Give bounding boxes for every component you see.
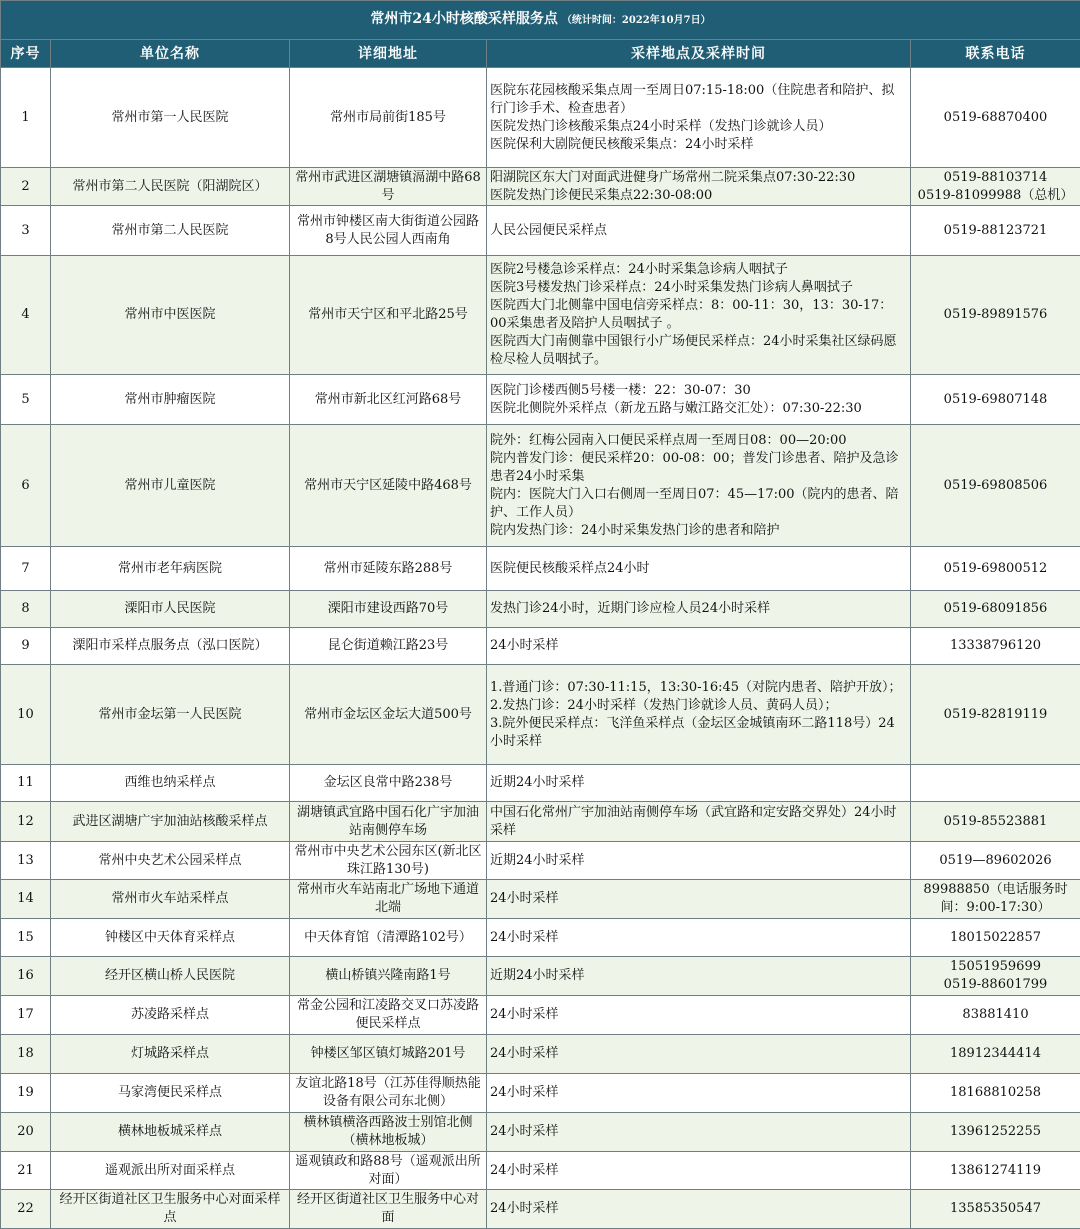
phone-number: 18168810258 (914, 1084, 1077, 1102)
table-row (1, 802, 1080, 842)
table-row (1, 880, 1080, 919)
row-index: 11 (1, 765, 51, 802)
address: 常州市中央艺术公园东区(新北区珠江路130号) (290, 842, 487, 880)
row-index: 4 (1, 256, 51, 375)
address: 横林镇横洛西路波士别馆北侧（横林地板城） (290, 1113, 487, 1152)
phone (911, 802, 1080, 842)
sampling-time (487, 628, 911, 665)
phone (911, 842, 1080, 880)
sampling-time-line: 24小时采样 (490, 1006, 907, 1024)
sampling-time-line: 近期24小时采样 (490, 967, 907, 985)
phone (911, 996, 1080, 1035)
phone-number: 18912344414 (914, 1045, 1077, 1063)
phone (911, 375, 1080, 425)
phone-number: 0519—89602026 (914, 852, 1077, 870)
sampling-time (487, 206, 911, 256)
phone-number: 0519-89891576 (914, 306, 1077, 324)
header-unit-name: 单位名称 (51, 40, 290, 68)
unit-name: 常州市第二人民医院（阳湖院区） (51, 168, 290, 206)
phone (911, 591, 1080, 628)
address: 横山桥镇兴隆南路1号 (290, 957, 487, 996)
table-row (1, 591, 1080, 628)
sampling-time (487, 256, 911, 375)
sampling-time-line: 医院东花园核酸采集点周一至周日07:15-18:00（住院患者和陪护、拟行门诊手术、检查患者） (490, 82, 907, 118)
table-row (1, 957, 1080, 996)
sampling-time-line: 医院西大门北侧靠中国电信旁采样点：8：00-11：30，13：30-17：00采集患者及陪护人员咽拭子 。 (490, 297, 907, 333)
phone-number: 0519-81099988（总机） (914, 187, 1077, 205)
phone (911, 425, 1080, 547)
unit-name: 常州市第一人民医院 (51, 68, 290, 168)
sampling-time (487, 168, 911, 206)
table-row (1, 425, 1080, 547)
phone-number: 83881410 (914, 1006, 1077, 1024)
phone (911, 1152, 1080, 1190)
phone (911, 168, 1080, 206)
sampling-time (487, 1035, 911, 1074)
sampling-time (487, 591, 911, 628)
address: 经开区街道社区卫生服务中心对面 (290, 1190, 487, 1229)
header-sampling-time: 采样地点及采样时间 (487, 40, 911, 68)
phone (911, 628, 1080, 665)
table-row (1, 1113, 1080, 1152)
phone (911, 765, 1080, 802)
sampling-time (487, 880, 911, 919)
address: 常州市钟楼区南大街街道公园路8号人民公园人西南角 (290, 206, 487, 256)
row-index: 2 (1, 168, 51, 206)
sampling-time (487, 68, 911, 168)
unit-name: 常州市老年病医院 (51, 547, 290, 591)
phone-number: 0519-85523881 (914, 813, 1077, 831)
sampling-time-line: 24小时采样 (490, 1045, 907, 1063)
phone (911, 256, 1080, 375)
sampling-time-line: 近期24小时采样 (490, 774, 907, 792)
sampling-time-line: 医院发热门诊便民采集点22:30-08:00 (490, 187, 907, 205)
sampling-time-line: 2.发热门诊：24小时采样（发热门诊就诊人员、黄码人员）； (490, 697, 907, 715)
unit-name: 横林地板城采样点 (51, 1113, 290, 1152)
sampling-time-line: 24小时采样 (490, 1162, 907, 1180)
unit-name: 常州市火车站采样点 (51, 880, 290, 919)
row-index: 13 (1, 842, 51, 880)
table-row (1, 842, 1080, 880)
phone (911, 68, 1080, 168)
phone-number: 0519-69807148 (914, 391, 1077, 409)
table-row (1, 765, 1080, 802)
table-row (1, 996, 1080, 1035)
row-index: 1 (1, 68, 51, 168)
address: 常州市火车站南北广场地下通道北端 (290, 880, 487, 919)
row-index: 9 (1, 628, 51, 665)
sampling-time (487, 1152, 911, 1190)
address: 常州市局前街185号 (290, 68, 487, 168)
sampling-time-line: 医院3号楼发热门诊采样点：24小时采集发热门诊病人鼻咽拭子 (490, 279, 907, 297)
row-index: 3 (1, 206, 51, 256)
table-row (1, 628, 1080, 665)
table-row (1, 256, 1080, 375)
sampling-time-line: 3.院外便民采样点：飞洋鱼采样点（金坛区金城镇南环二路118号）24小时采样 (490, 715, 907, 751)
sampling-time (487, 425, 911, 547)
phone-number: 15051959699 (914, 958, 1077, 976)
phone (911, 1074, 1080, 1113)
sampling-time (487, 1190, 911, 1229)
header-row (1, 40, 1080, 68)
unit-name: 遥观派出所对面采样点 (51, 1152, 290, 1190)
sampling-time-line: 中国石化常州广宇加油站南侧停车场（武宜路和定安路交界处）24小时采样 (490, 804, 907, 840)
phone-number: 0519-69800512 (914, 560, 1077, 578)
sampling-time-line: 医院发热门诊核酸采集点24小时采样（发热门诊就诊人员） (490, 118, 907, 136)
phone-number: 0519-88123721 (914, 222, 1077, 240)
sampling-time (487, 957, 911, 996)
row-index: 8 (1, 591, 51, 628)
row-index: 5 (1, 375, 51, 425)
address: 常州市天宁区和平北路25号 (290, 256, 487, 375)
address: 常州市金坛区金坛大道500号 (290, 665, 487, 765)
table-body (1, 68, 1080, 1229)
sampling-time-line: 院外：红梅公园南入口便民采样点周一至周日08：00—20:00 (490, 432, 907, 450)
row-index: 15 (1, 919, 51, 957)
sampling-time (487, 665, 911, 765)
sampling-time-line: 医院北侧院外采样点（新龙五路与嫩江路交汇处）：07:30-22:30 (490, 400, 907, 418)
sampling-time-line: 阳湖院区东大门对面武进健身广场常州二院采集点07:30-22:30 (490, 169, 907, 187)
unit-name: 常州市肿瘤医院 (51, 375, 290, 425)
table-row (1, 1152, 1080, 1190)
table-title (1, 1, 1080, 40)
title-text: 常州市24小时核酸采样服务点 (370, 11, 557, 27)
header-index: 序号 (1, 40, 51, 68)
address: 常州市新北区红河路68号 (290, 375, 487, 425)
row-index: 17 (1, 996, 51, 1035)
row-index: 7 (1, 547, 51, 591)
sampling-time (487, 919, 911, 957)
row-index: 10 (1, 665, 51, 765)
header-phone: 联系电话 (911, 40, 1080, 68)
sampling-time (487, 842, 911, 880)
sampling-time-line: 24小时采样 (490, 637, 907, 655)
phone-number: 0519-88601799 (914, 976, 1077, 994)
unit-name: 苏凌路采样点 (51, 996, 290, 1035)
unit-name: 常州市金坛第一人民医院 (51, 665, 290, 765)
table-row (1, 1074, 1080, 1113)
unit-name: 灯城路采样点 (51, 1035, 290, 1074)
phone (911, 1190, 1080, 1229)
sampling-time (487, 996, 911, 1035)
phone (911, 880, 1080, 919)
row-index: 18 (1, 1035, 51, 1074)
sampling-time (487, 802, 911, 842)
row-index: 20 (1, 1113, 51, 1152)
phone (911, 1035, 1080, 1074)
phone-number: 13961252255 (914, 1123, 1077, 1141)
table-row (1, 1190, 1080, 1229)
sampling-time-line: 医院西大门南侧靠中国银行小广场便民采样点：24小时采集社区绿码愿检尽检人员咽拭子。 (490, 333, 907, 369)
sampling-time (487, 765, 911, 802)
unit-name: 马家湾便民采样点 (51, 1074, 290, 1113)
address: 湖塘镇武宜路中国石化广宇加油站南侧停车场 (290, 802, 487, 842)
unit-name: 常州市第二人民医院 (51, 206, 290, 256)
phone-number: 0519-68091856 (914, 600, 1077, 618)
phone (911, 919, 1080, 957)
sampling-time-line: 24小时采样 (490, 1084, 907, 1102)
unit-name: 钟楼区中天体育采样点 (51, 919, 290, 957)
table-row (1, 206, 1080, 256)
row-index: 19 (1, 1074, 51, 1113)
address: 遥观镇政和路88号（遥观派出所对面） (290, 1152, 487, 1190)
table-row (1, 375, 1080, 425)
address: 友谊北路18号（江苏佳得顺热能设备有限公司东北侧） (290, 1074, 487, 1113)
address: 溧阳市建设西路70号 (290, 591, 487, 628)
sampling-time-line: 院内：医院大门入口右侧周一至周日07：45—17:00（院内的患者、陪护、工作人员） (490, 486, 907, 522)
table-row (1, 547, 1080, 591)
sampling-time-line: 24小时采样 (490, 1123, 907, 1141)
address: 常金公园和江凌路交叉口苏凌路便民采样点 (290, 996, 487, 1035)
stat-date: （统计时间：2022年10月7日） (562, 15, 711, 26)
sampling-time-line: 24小时采样 (490, 1200, 907, 1218)
phone-number: 13585350547 (914, 1200, 1077, 1218)
header-address: 详细地址 (290, 40, 487, 68)
table-row (1, 919, 1080, 957)
sampling-time-line: 1.普通门诊：07:30-11:15，13:30-16:45（对院内患者、陪护开放）； (490, 679, 907, 697)
phone-number: 13338796120 (914, 637, 1077, 655)
table-row (1, 1035, 1080, 1074)
phone-number: 0519-82819119 (914, 706, 1077, 724)
unit-name: 经开区街道社区卫生服务中心对面采样点 (51, 1190, 290, 1229)
table-row (1, 168, 1080, 206)
phone (911, 206, 1080, 256)
row-index: 6 (1, 425, 51, 547)
address: 中天体育馆（清潭路102号） (290, 919, 487, 957)
row-index: 22 (1, 1190, 51, 1229)
unit-name: 武进区湖塘广宇加油站核酸采样点 (51, 802, 290, 842)
unit-name: 西维也纳采样点 (51, 765, 290, 802)
row-index: 12 (1, 802, 51, 842)
sampling-time-line: 医院便民核酸采样点24小时 (490, 560, 907, 578)
phone-number: 89988850（电话服务时间：9:00-17:30） (914, 881, 1077, 917)
sampling-time-line: 院内发热门诊：24小时采集发热门诊的患者和陪护 (490, 522, 907, 540)
address: 常州市武进区湖塘镇滆湖中路68号 (290, 168, 487, 206)
phone-number: 13861274119 (914, 1162, 1077, 1180)
unit-name: 常州市中医医院 (51, 256, 290, 375)
unit-name: 溧阳市人民医院 (51, 591, 290, 628)
sampling-time (487, 1113, 911, 1152)
sampling-time-line: 院内普发门诊：便民采样20：00-08：00；普发门诊患者、陪护及急诊患者24小时采集 (490, 450, 907, 486)
sampling-time (487, 1074, 911, 1113)
phone-number: 0519-88103714 (914, 169, 1077, 187)
unit-name: 溧阳市采样点服务点（泓口医院） (51, 628, 290, 665)
sampling-time-line: 医院2号楼急诊采样点：24小时采集急诊病人咽拭子 (490, 261, 907, 279)
sampling-time (487, 375, 911, 425)
row-index: 21 (1, 1152, 51, 1190)
address: 钟楼区邹区镇灯城路201号 (290, 1035, 487, 1074)
sampling-time-line: 医院门诊楼西侧5号楼一楼：22：30-07：30 (490, 382, 907, 400)
sampling-time-line: 24小时采样 (490, 929, 907, 947)
unit-name: 经开区横山桥人民医院 (51, 957, 290, 996)
sampling-time-line: 人民公园便民采样点 (490, 222, 907, 240)
address: 常州市天宁区延陵中路468号 (290, 425, 487, 547)
sampling-time-line: 医院保利大剧院便民核酸采集点：24小时采样 (490, 136, 907, 154)
table-row (1, 68, 1080, 168)
phone (911, 957, 1080, 996)
row-index: 14 (1, 880, 51, 919)
sampling-time (487, 547, 911, 591)
table-row (1, 665, 1080, 765)
phone (911, 1113, 1080, 1152)
sampling-time-line: 发热门诊24小时，近期门诊应检人员24小时采样 (490, 600, 907, 618)
phone-number: 0519-68870400 (914, 109, 1077, 127)
phone-number: 18015022857 (914, 929, 1077, 947)
unit-name: 常州中央艺术公园采样点 (51, 842, 290, 880)
row-index: 16 (1, 957, 51, 996)
phone-number: 0519-69808506 (914, 477, 1077, 495)
address: 昆仑街道赖江路23号 (290, 628, 487, 665)
address: 常州市延陵东路288号 (290, 547, 487, 591)
sampling-time-line: 24小时采样 (490, 890, 907, 908)
address: 金坛区良常中路238号 (290, 765, 487, 802)
unit-name: 常州市儿童医院 (51, 425, 290, 547)
phone (911, 547, 1080, 591)
sampling-time-line: 近期24小时采样 (490, 852, 907, 870)
phone (911, 665, 1080, 765)
